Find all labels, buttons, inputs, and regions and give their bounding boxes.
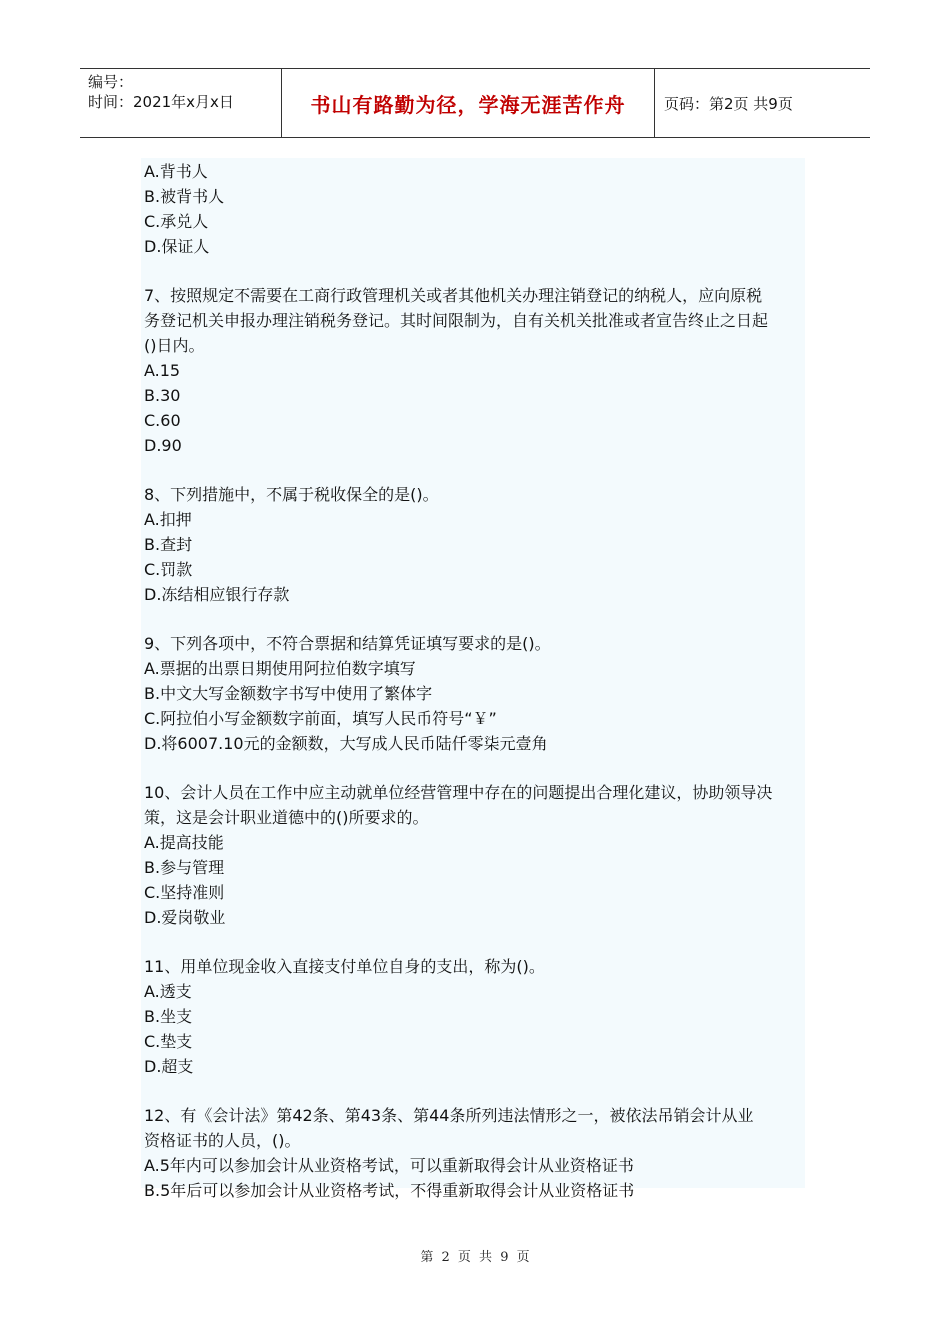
document-date-label: 时间：2021年x月x日 bbox=[88, 93, 234, 111]
question-text: 12、有《会计法》第42条、第43条、第44条所列违法情形之一，被依法吊销会计从业 bbox=[144, 1106, 754, 1125]
option: D.保证人 bbox=[144, 237, 210, 256]
question-text: 资格证书的人员，()。 bbox=[144, 1131, 301, 1150]
option: D.冻结相应银行存款 bbox=[144, 585, 290, 604]
question-text: 策，这是会计职业道德中的()所要求的。 bbox=[144, 808, 429, 827]
option: B.30 bbox=[144, 386, 181, 405]
option: C.60 bbox=[144, 411, 181, 430]
question-text: 7、按照规定不需要在工商行政管理机关或者其他机关办理注销登记的纳税人，应向原税 bbox=[144, 286, 763, 305]
question-11 bbox=[144, 954, 805, 1079]
question-text: 11、用单位现金收入直接支付单位自身的支出，称为()。 bbox=[144, 957, 545, 976]
option: C.阿拉伯小写金额数字前面，填写人民币符号“￥” bbox=[144, 709, 497, 728]
option: C.垫支 bbox=[144, 1032, 193, 1051]
question-text: 8、下列措施中，不属于税收保全的是()。 bbox=[144, 485, 439, 504]
option: C.坚持准则 bbox=[144, 883, 225, 902]
option: B.查封 bbox=[144, 535, 193, 554]
option: B.5年后可以参加会计从业资格考试，不得重新取得会计从业资格证书 bbox=[144, 1181, 635, 1200]
option: A.提高技能 bbox=[144, 833, 224, 852]
option: D.90 bbox=[144, 436, 182, 455]
option: C.罚款 bbox=[144, 560, 193, 579]
question-content bbox=[141, 158, 805, 1200]
option: A.背书人 bbox=[144, 162, 208, 181]
header-meta bbox=[80, 69, 282, 137]
option: A.5年内可以参加会计从业资格考试，可以重新取得会计从业资格证书 bbox=[144, 1156, 634, 1175]
page-footer: 第 2 页 共 9 页 bbox=[420, 1250, 530, 1265]
question-text: ()日内。 bbox=[144, 336, 205, 355]
header-motto: 书山有路勤为径，学海无涯苦作舟 bbox=[282, 69, 655, 137]
option: A.15 bbox=[144, 361, 181, 380]
option: A.透支 bbox=[144, 982, 192, 1001]
question-6-options bbox=[144, 159, 805, 259]
header-page-label: 页码：第2页 共9页 bbox=[664, 94, 793, 113]
option: B.坐支 bbox=[144, 1007, 193, 1026]
option: B.中文大写金额数字书写中使用了繁体字 bbox=[144, 684, 433, 703]
page-header bbox=[80, 68, 870, 138]
option: A.票据的出票日期使用阿拉伯数字填写 bbox=[144, 659, 416, 678]
option: A.扣押 bbox=[144, 510, 192, 529]
option: D.爱岗敬业 bbox=[144, 908, 226, 927]
question-text: 务登记机关申报办理注销税务登记。其时间限制为，自有关机关批准或者宣告终止之日起 bbox=[144, 311, 769, 330]
question-7 bbox=[144, 283, 805, 458]
question-10 bbox=[144, 780, 805, 930]
question-text: 10、会计人员在工作中应主动就单位经营管理中存在的问题提出合理化建议，协助领导决 bbox=[144, 783, 773, 802]
option: B.被背书人 bbox=[144, 187, 225, 206]
question-8 bbox=[144, 482, 805, 607]
option: C.承兑人 bbox=[144, 212, 209, 231]
document-number-label: 编号： bbox=[88, 73, 134, 91]
option: D.超支 bbox=[144, 1057, 194, 1076]
option: D.将6007.10元的金额数，大写成人民币陆仟零柒元壹角 bbox=[144, 734, 548, 753]
option: B.参与管理 bbox=[144, 858, 225, 877]
question-9 bbox=[144, 631, 805, 756]
question-12 bbox=[144, 1103, 805, 1203]
question-text: 9、下列各项中，不符合票据和结算凭证填写要求的是()。 bbox=[144, 634, 551, 653]
